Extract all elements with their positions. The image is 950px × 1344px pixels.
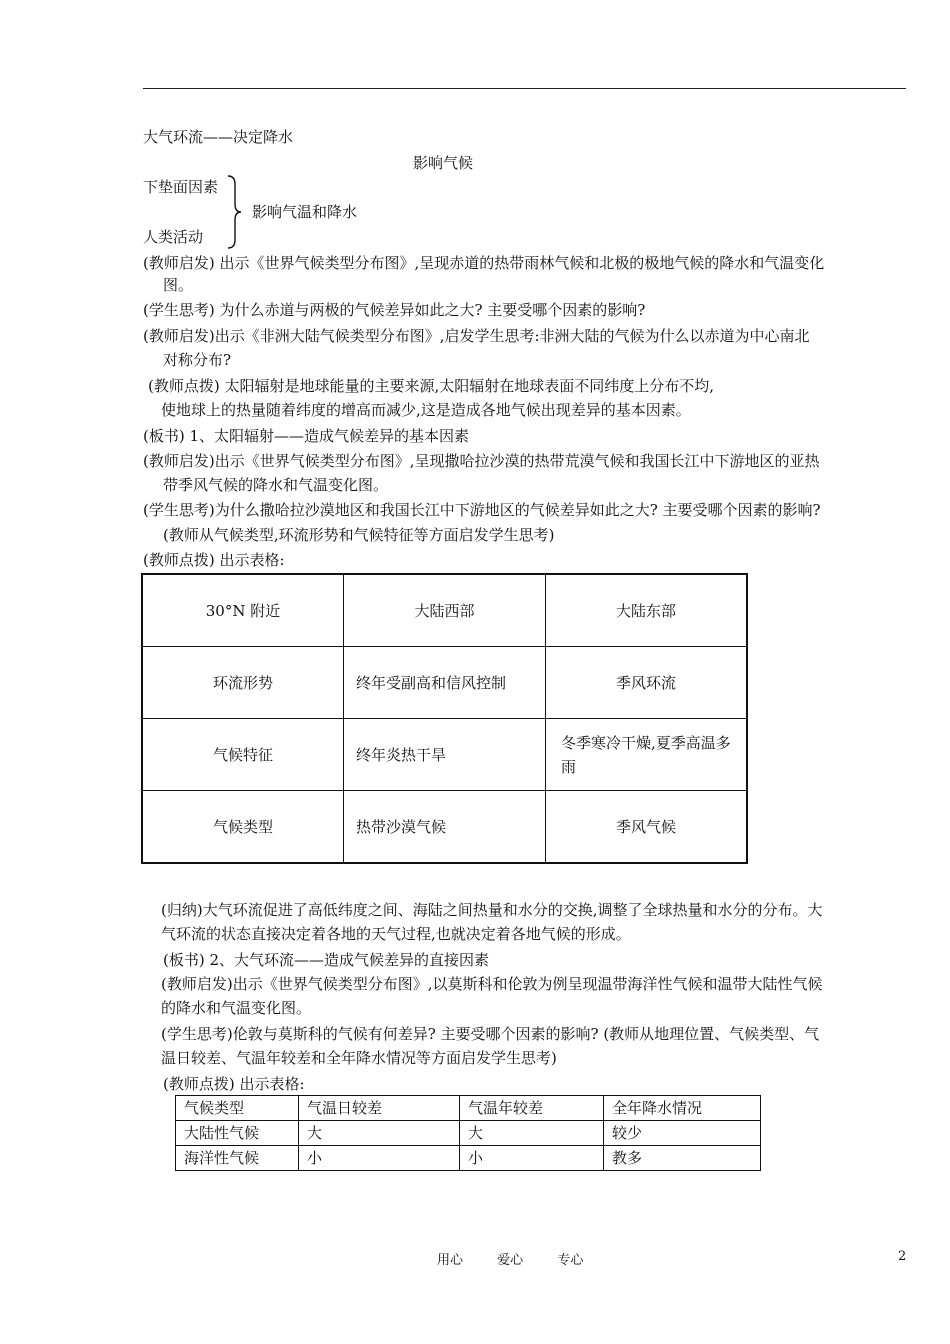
table-cell: 气候特征: [142, 719, 344, 791]
text-line: 大气环流——决定降水: [143, 128, 294, 146]
table-row: [176, 1096, 761, 1121]
table-cell: 全年降水情况: [604, 1096, 761, 1121]
table-cell: 气温年较差: [460, 1096, 604, 1121]
table-cell: 大: [460, 1121, 604, 1146]
table-cell: 气候类型: [142, 791, 344, 864]
table-cell: 冬季寒冷干燥,夏季高温多雨: [546, 719, 748, 791]
footer-motto-item: 爱心: [497, 1253, 524, 1268]
table-row: [142, 719, 747, 791]
text-line: (学生思考)伦敦与莫斯科的气候有何差异? 主要受哪个因素的影响? (教师从地理位置、气候类型、气: [161, 1025, 820, 1043]
text-line: (教师启发)出示《世界气候类型分布图》,以莫斯科和伦敦为例呈现温带海洋性气候和温带大陆性气候: [161, 975, 823, 993]
table-row: [176, 1146, 761, 1171]
text-line: 带季风气候的降水和气温变化图。: [163, 476, 389, 494]
table-cell: 海洋性气候: [176, 1146, 299, 1171]
table-cell: 小: [299, 1146, 460, 1171]
brace-symbol: [224, 174, 244, 250]
page-number: 2: [898, 1249, 907, 1264]
table-cell: 气候类型: [176, 1096, 299, 1121]
table-row: [142, 791, 747, 864]
table-cell: 热带沙漠气候: [344, 791, 546, 864]
text-line: (教师从气候类型,环流形势和气候特征等方面启发学生思考): [163, 526, 555, 544]
text-line: 气环流的状态直接决定着各地的天气过程,也就决定着各地气候的形成。: [161, 925, 631, 943]
text-line: 影响气温和降水: [252, 203, 358, 221]
text-line: (板书) 1、太阳辐射——造成气候差异的基本因素: [143, 427, 470, 445]
footer-motto-item: 用心: [437, 1253, 464, 1268]
table-cell: 大陆性气候: [176, 1121, 299, 1146]
table-cell: 大陆西部: [344, 574, 546, 647]
text-line: (教师点拨) 出示表格:: [143, 551, 285, 569]
table-cell: 季风气候: [546, 791, 748, 864]
text-line: (教师点拨) 太阳辐射是地球能量的主要来源,太阳辐射在地球表面不同纬度上分布不均,: [148, 377, 715, 395]
text-line: 对称分布?: [163, 351, 232, 369]
text-line: 温日较差、气温年较差和全年降水情况等方面启发学生思考): [161, 1049, 557, 1067]
text-line: 下垫面因素: [143, 178, 219, 196]
table-cell: 30°N 附近: [142, 574, 344, 647]
text-line: (学生思考)为什么撒哈拉沙漠地区和我国长江中下游地区的气候差异如此之大? 主要受哪个因素的影响?: [143, 501, 821, 519]
text-line: 人类活动: [143, 228, 204, 246]
table-cell: 较少: [604, 1121, 761, 1146]
text-line: (教师启发)出示《非洲大陆气候类型分布图》,启发学生思考:非洲大陆的气候为什么以赤道为中心南北: [143, 327, 810, 345]
text-line: (教师启发) 出示《世界气候类型分布图》,呈现赤道的热带雨林气候和北极的极地气候的降水和气温变化: [143, 254, 825, 272]
header-rule: [143, 88, 906, 89]
text-line: 影响气候: [413, 154, 474, 172]
text-line: 使地球上的热量随着纬度的增高而减少,这是造成各地气候出现差异的基本因素。: [161, 401, 691, 419]
table-row: [142, 647, 747, 719]
table-cell: 季风环流: [546, 647, 748, 719]
text-line: (归纳)大气环流促进了高低纬度之间、海陆之间热量和水分的交换,调整了全球热量和水分的分布。大: [161, 901, 823, 919]
table-cell: 教多: [604, 1146, 761, 1171]
footer-motto-item: 专心: [557, 1253, 584, 1268]
table-cell: 大: [299, 1121, 460, 1146]
table-cell: 小: [460, 1146, 604, 1171]
table-row: [176, 1121, 761, 1146]
table-cell: 大陆东部: [546, 574, 748, 647]
text-line: 图。: [163, 276, 194, 294]
table-climate-compare: [175, 1095, 761, 1171]
table-cell: 终年受副高和信风控制: [344, 647, 546, 719]
table-cell: 气温日较差: [299, 1096, 460, 1121]
text-line: (学生思考) 为什么赤道与两极的气候差异如此之大? 主要受哪个因素的影响?: [143, 301, 646, 319]
table-row: [142, 574, 747, 647]
table-cell: 环流形势: [142, 647, 344, 719]
footer-motto: [437, 1249, 613, 1268]
text-line: (教师启发)出示《世界气候类型分布图》,呈现撒哈拉沙漠的热带荒漠气候和我国长江中下游地区的亚热: [143, 452, 820, 470]
text-line: (板书) 2、大气环流——造成气候差异的直接因素: [163, 951, 490, 969]
text-line: 的降水和气温变化图。: [161, 999, 312, 1017]
table-cell: 终年炎热干旱: [344, 719, 546, 791]
table-circulation: [141, 573, 748, 864]
text-line: (教师点拨) 出示表格:: [163, 1075, 305, 1093]
